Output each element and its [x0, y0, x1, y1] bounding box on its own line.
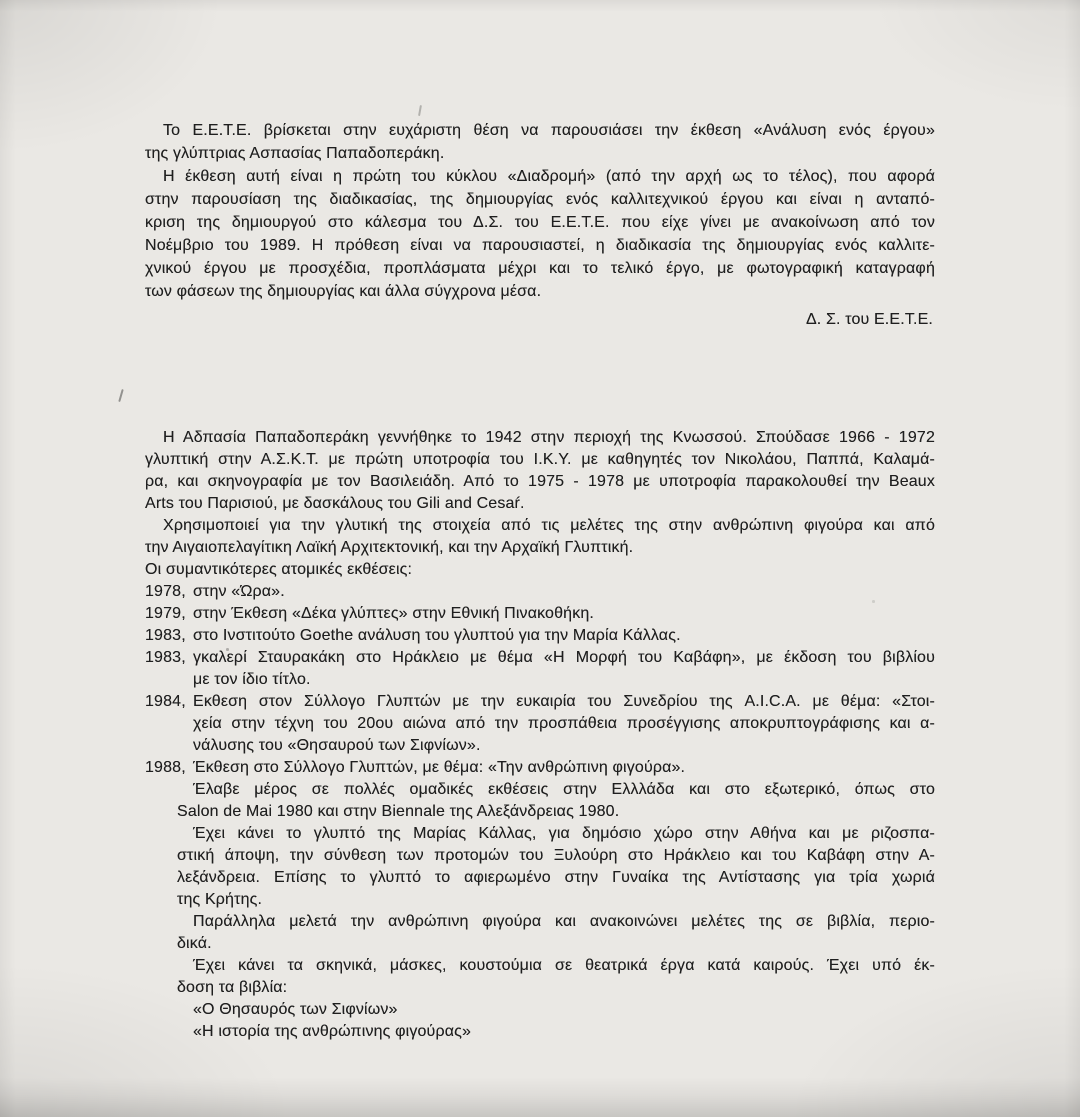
exhibition-list-item [145, 647, 935, 691]
paragraph [177, 955, 935, 999]
text-line: Έχει κάνει τα σκηνικά, μάσκες, κουστούμια σε θεατρικά έργα κατά καιρούς. Έχει υπό έκ- [193, 957, 935, 974]
list-item-year: 1983, [145, 649, 186, 666]
text-line: στική άποψη, την σύνθεση των προτομών του Ξυλούρη στο Ηράκλειο και του Καβάφη στην Α- [177, 847, 935, 864]
paragraph [145, 165, 935, 303]
text-line: της γλύπτριας Ασπασίας Παπαδοπεράκη. [145, 145, 445, 162]
paragraph [145, 427, 935, 515]
paragraph [145, 559, 935, 581]
text-line: ρα, και σκηνογραφία με τον Βασιλειάδη. Από το 1975 - 1978 με υποτροφία παρακολουθεί την Beaux [145, 473, 935, 490]
text-line: Παράλληλα μελετά την ανθρώπινη φιγούρα και ανακοινώνει μελέτες της σε βιβλία, περιο- [193, 913, 935, 930]
text-line: με τον ίδιο τίτλο. [193, 671, 311, 688]
text-line: Νοέμβριο του 1989. Η πρόθεση είναι να παρουσιαστεί, η διαδικασία της δημιουργίας ενός καλλιτε- [145, 237, 935, 254]
text-line: Έλαβε μέρος σε πολλές ομαδικές εκθέσεις στην Ελλλάδα και στο εξωτερικό, όπως στο [193, 781, 935, 798]
text-line: χεία στην τέχνη του 20ου αιώνα από την προσπάθεια προσέγγισης αποκρυπτογράφισης και α- [193, 715, 935, 732]
text-line: κριση της δημιουργού στο κάλεσμα του Δ.Σ. του Ε.Ε.Τ.Ε. που είχε γίνει με ανακοίνωση από τον [145, 214, 935, 231]
exhibition-list-item [145, 625, 935, 647]
text-line: Salon de Mai 1980 και στην Biennale της Αλεξάνδρειας 1980. [177, 803, 620, 820]
paragraph [177, 779, 935, 823]
text-line: της Κρήτης. [177, 891, 263, 908]
text-line: χνικού έργου με προσχέδια, προπλάσματα μέχρι και το τελικό έργο, με φωτογραφική καταγραφή [145, 260, 935, 277]
scan-speck [226, 648, 229, 651]
list-item-year: 1988, [145, 759, 186, 776]
text-line: Η έκθεση αυτή είναι η πρώτη του κύκλου «Διαδρομή» (από την αρχή ως το τέλος), που αφορά [163, 168, 935, 185]
paragraph [145, 119, 935, 165]
text-line: Η Αδπασία Παπαδοπεράκη γεννήθηκε το 1942 στην περιοχή της Κνωσσού. Σπούδασε 1966 - 1972 [163, 429, 935, 446]
scan-scratch-mark [418, 105, 421, 116]
text-line: Το Ε.Ε.Τ.Ε. βρίσκεται στην ευχάριστη θέση να παρουσιάσει την έκθεση «Ανάλυση ενός έργου» [163, 122, 935, 139]
list-item-year: 1979, [145, 605, 186, 622]
text-line: νάλυσης του «Θησαυρού των Σιφνίων». [193, 737, 481, 754]
text-line: Εκθεση στον Σύλλογο Γλυπτών με την ευκαιρία του Συνεδρίου της A.I.C.A. με θέμα: «Στοι- [193, 693, 935, 710]
exhibition-list-item [145, 757, 935, 779]
paragraph [177, 823, 935, 911]
text-line: Έχει κάνει το γλυπτό της Μαρίας Κάλλας, για δημόσιο χώρο στην Αθήνα και με ριζοσπα- [193, 825, 935, 842]
book-title-line: «Ο Θησαυρός των Σιφνίων» [193, 1001, 398, 1018]
text-line: στο Ινστιτούτο Goethe ανάλυση του γλυπτού για την Μαρία Κάλλας. [193, 627, 681, 644]
list-item-year: 1983, [145, 627, 186, 644]
text-line: Οι συμαντικότερες ατομικές εκθέσεις: [145, 561, 413, 578]
text-line: Arts του Παρισιού, με δασκάλους του Gili and Cesaŕ. [145, 495, 525, 512]
text-line: Χρησιμοποιεί για την γλυτική της στοιχεία από τις μελέτες της στην ανθρώπινη φιγούρα και από [163, 517, 935, 534]
text-line: Έκθεση στο Σύλλογο Γλυπτών, με θέμα: «Την ανθρώπινη φιγούρα». [193, 759, 686, 776]
text-line: την Αιγαιοπελαγίτικη Λαϊκή Αρχιτεκτονική, και την Αρχαϊκή Γλυπτική. [145, 539, 634, 556]
text-line: των φάσεων της δημιουργίας και άλλα σύγχρονα μέσα. [145, 283, 542, 300]
exhibition-list-item [145, 603, 935, 625]
list-item-year: 1984, [145, 693, 186, 710]
book-title-line: «Η ιστορία της ανθρώπινης φιγούρας» [193, 1023, 471, 1040]
scan-speck [872, 600, 875, 603]
text-line: γκαλερί Σταυρακάκη στο Ηράκλειο με θέμα «Η Μορφή του Καβάφη», με έκδοση του βιβλίου [193, 649, 935, 666]
text-line: λεξάνδρεια. Επίσης το γλυπτό το αφιερωμένο στην Γυναίκα της Αντίστασης για τρία χωριά [177, 869, 935, 886]
scan-scratch-mark [118, 389, 123, 402]
paragraph [177, 911, 935, 955]
list-item-year: 1978, [145, 583, 186, 600]
text-line: στην «Ώρα». [193, 583, 285, 600]
exhibition-list-item [145, 581, 935, 603]
text-line: στην παρουσίαση της διαδικασίας, της δημιουργίας ενός καλλιτεχνικού έργου και είναι η ανταπό- [145, 191, 935, 208]
text-line: δοση τα βιβλία: [177, 979, 288, 996]
text-block [145, 119, 935, 1043]
exhibition-list-item [145, 691, 935, 757]
text-line: γλυπτική στην Α.Σ.Κ.Τ. με πρώτη υποτροφία του Ι.Κ.Υ. με καθηγητές τον Νικολάου, Παππά, Καλαμά- [145, 451, 935, 468]
signature-line: Δ. Σ. του Ε.Ε.Τ.Ε. [805, 311, 933, 328]
vertical-gap [145, 331, 935, 427]
text-line: στην Έκθεση «Δέκα γλύπτες» στην Εθνική Πινακοθήκη. [193, 605, 594, 622]
paragraph [145, 515, 935, 559]
text-line: δικά. [177, 935, 212, 952]
